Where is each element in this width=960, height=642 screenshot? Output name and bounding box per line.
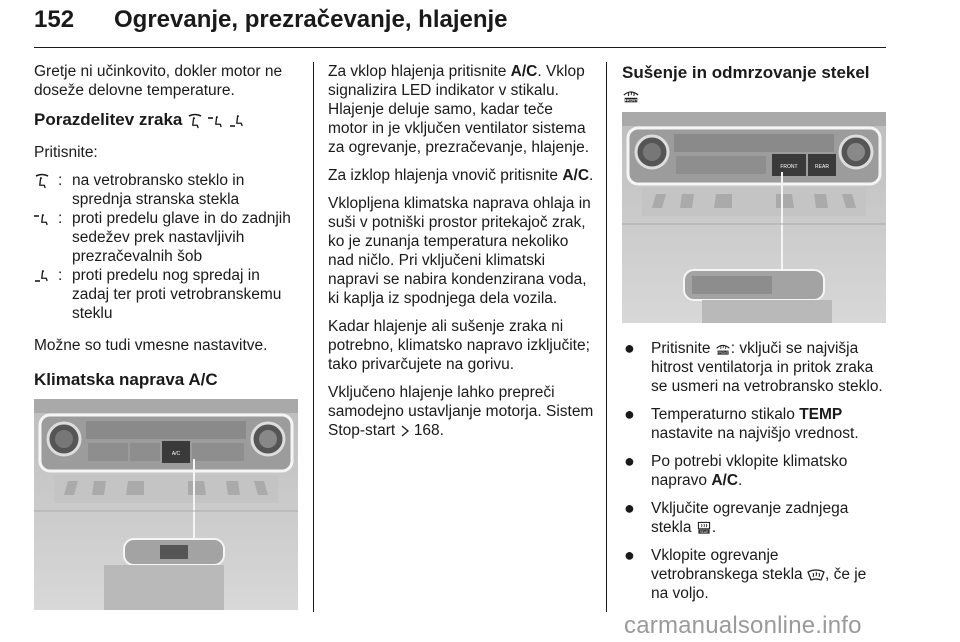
- intermediate-paragraph: Možne so tudi vmesne nastavitve.: [34, 337, 268, 354]
- ac-control-photo: [34, 399, 298, 610]
- list-item-text: [651, 339, 886, 396]
- text-run: Po potrebi vklopite klimatsko napravo: [651, 453, 848, 489]
- list-item-text: na vetrobransko steklo in sprednja stranska stekla: [72, 172, 245, 208]
- list-item: [34, 209, 300, 266]
- watermark: carmanualsonline.info: [624, 612, 862, 639]
- list-item-text: [651, 452, 886, 490]
- defrost-heading-text: Sušenje in odmrzovanje stekel: [622, 63, 870, 82]
- list-item-text: proti predelu glave in do zadnjih sedežev prek nastavljivih prezračevalnih šob: [72, 210, 291, 265]
- foot-air-icon: [229, 113, 245, 129]
- windshield-air-icon: [187, 113, 203, 129]
- foot-air-icon: [34, 268, 50, 284]
- ac-bold-label: A/C: [562, 167, 590, 184]
- column-divider-1: [313, 62, 314, 612]
- text-run: , če je na voljo.: [651, 566, 867, 602]
- front-defrost-icon: [715, 342, 731, 356]
- bullet-dot: ●: [624, 498, 635, 518]
- text-run: .: [738, 472, 743, 489]
- list-item: [34, 171, 300, 209]
- column-3: [622, 62, 886, 612]
- page-reference-icon: [400, 425, 410, 437]
- temp-bold-label: TEMP: [799, 406, 843, 423]
- text-run: Vključeno hlajenje lahko prepreči samodejno ustavljanje motorja. Sistem Stop-start: [328, 384, 594, 439]
- press-label: Pritisnite:: [34, 144, 98, 161]
- header-rule: [34, 47, 886, 48]
- list-colon: :: [58, 172, 63, 189]
- photo-front-label: FRONT: [780, 164, 798, 170]
- text-run: Vklopite ogrevanje vetrobranskega stekla: [651, 547, 807, 583]
- ac-fuel-paragraph: Kadar hlajenje ali sušenje zraka ni potrebno, klimatsko napravo izključite; tako privarčujete na gorivu.: [328, 318, 590, 373]
- ac-off-paragraph: [328, 166, 596, 185]
- list-item-text: [651, 499, 886, 537]
- air-distribution-list: [34, 171, 300, 323]
- list-item: [622, 339, 886, 396]
- defrost-control-photo: [622, 112, 886, 323]
- air-distribution-heading: [34, 109, 300, 131]
- page-reference-link[interactable]: 168.: [413, 422, 444, 439]
- text-run: nastavite na najvišjo vrednost.: [651, 425, 859, 442]
- list-item-text: proti predelu nog spredaj in zadaj ter proti vetrobranskemu steklu: [72, 267, 282, 322]
- list-item-text: [651, 546, 886, 603]
- head-air-icon: [208, 113, 224, 129]
- page-header: [34, 2, 886, 46]
- rear-defrost-icon: [696, 521, 712, 535]
- air-distribution-heading-text: Porazdelitev zraka: [34, 110, 183, 129]
- bullet-dot: ●: [624, 338, 635, 358]
- column-2: [328, 62, 596, 449]
- list-colon: :: [58, 210, 63, 227]
- text-run: . Vklop signalizira LED indikator v stikalu. Hlajenje deluje samo, kadar teče motor in je vključen ventilator sistema za ogrevanje, prezračevanje, hlajenje.: [328, 63, 590, 156]
- list-item-text: [651, 405, 886, 443]
- text-run: Za vklop hlajenja pritisnite: [328, 63, 511, 80]
- text-run: .: [711, 519, 717, 536]
- text-run: Za izklop hlajenja vnovič pritisnite: [328, 167, 563, 184]
- list-item: [34, 266, 300, 323]
- ac-on-paragraph: [328, 62, 596, 157]
- page-number: 152: [34, 6, 75, 33]
- text-run: Vključite ogrevanje zadnjega stekla: [651, 500, 849, 536]
- bullet-dot: ●: [624, 404, 635, 424]
- text-run: .: [589, 167, 594, 184]
- list-item: [622, 452, 886, 490]
- front-defrost-icon: [622, 88, 640, 104]
- ac-function-paragraph: Vklopljena klimatska naprava ohlaja in suši v potniški prostor pritekajoč zrak, ko je zunanja temperatura nekoliko nad ničlo. Pri vključeni klimatski napravi se nabira kondenzirana voda, ki kaplja iz spodnjega dela vozila.: [328, 195, 591, 307]
- ac-bold-label: A/C: [510, 63, 538, 80]
- column-divider-2: [606, 62, 607, 612]
- text-run: Temperaturno stikalo: [651, 406, 800, 423]
- page-title: Ogrevanje, prezračevanje, hlajenje: [114, 6, 508, 33]
- bullet-dot: ●: [624, 451, 635, 471]
- intro-paragraph: Gretje ni učinkovito, dokler motor ne doseže delovne temperature.: [34, 63, 283, 99]
- defrost-heading: [622, 62, 886, 106]
- column-1: [34, 62, 300, 610]
- photo-ac-button-label: A/C: [171, 451, 181, 457]
- ac-bold-label: A/C: [711, 472, 739, 489]
- head-air-icon: [34, 211, 50, 227]
- list-item: [622, 499, 886, 537]
- photo-rear-label: REAR: [815, 164, 829, 170]
- stop-start-paragraph: [328, 383, 596, 440]
- text-run: : vključi se najvišja hitrost ventilatorja in pritok zraka se usmeri na vetrobransko steklo.: [651, 340, 883, 395]
- windshield-heating-icon: [807, 569, 825, 581]
- windshield-air-icon: [34, 173, 50, 189]
- list-item: [622, 405, 886, 443]
- text-run: Pritisnite: [651, 340, 715, 357]
- list-item: [622, 546, 886, 603]
- list-colon: :: [58, 267, 63, 284]
- bullet-dot: ●: [624, 545, 635, 565]
- ac-heading: Klimatska naprava A/C: [34, 370, 218, 389]
